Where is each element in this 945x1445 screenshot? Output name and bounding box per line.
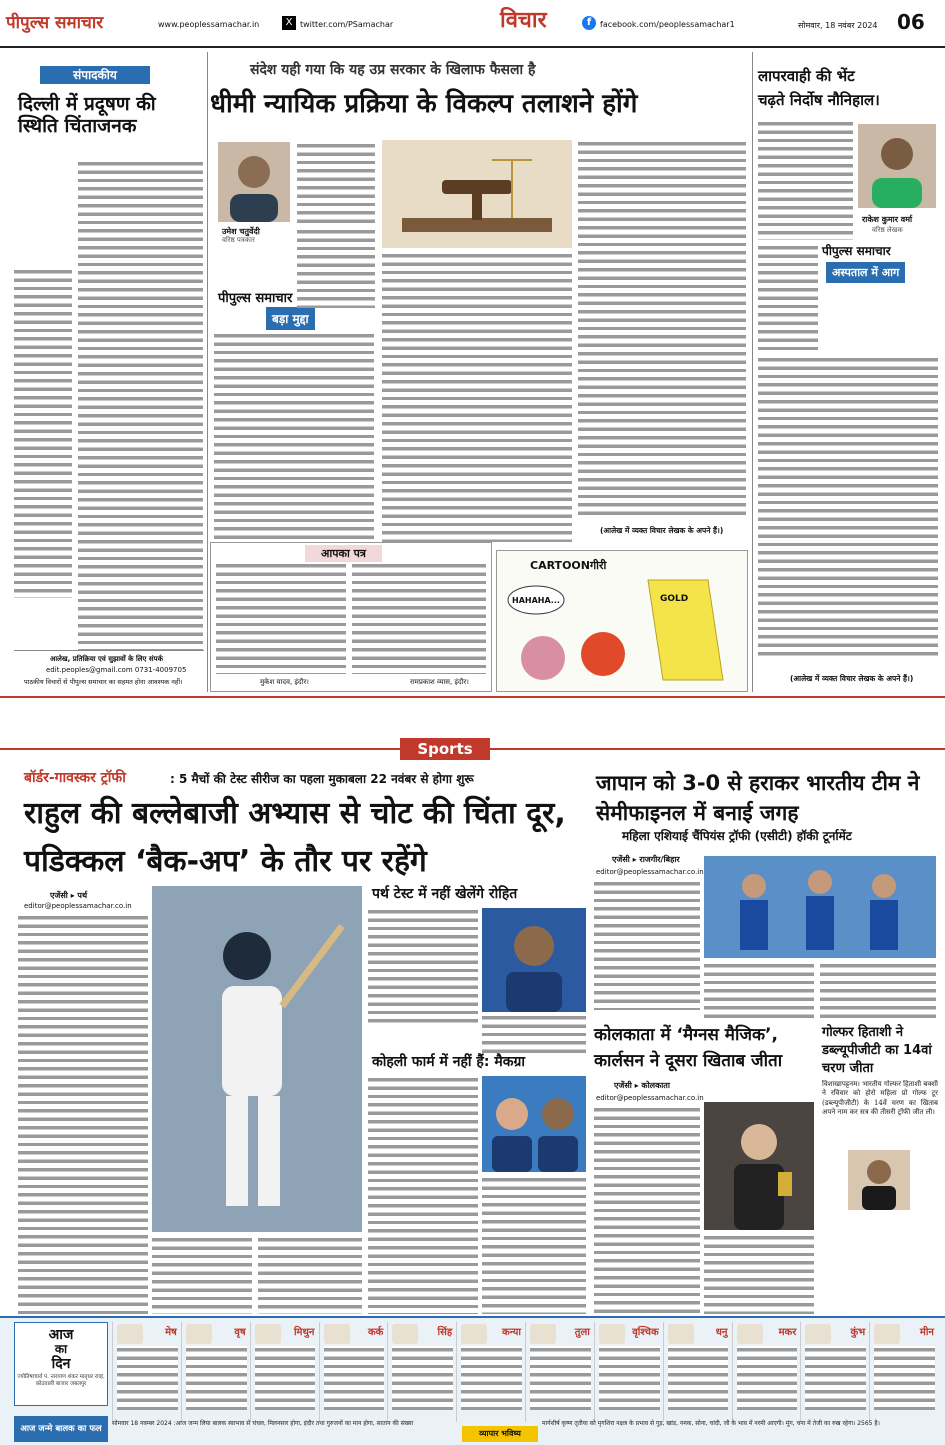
- rashi-cell: [800, 1322, 869, 1422]
- chess-byline: एजेंसी ▸ कोलकाता: [614, 1081, 670, 1090]
- editorial-label: संपादकीय: [40, 66, 150, 84]
- hockey-body-3: [820, 962, 936, 1020]
- side-body-mid: [758, 244, 818, 354]
- page-header: [0, 0, 945, 48]
- rashi-text: [461, 1346, 522, 1410]
- rohit-body-2: [482, 1014, 586, 1054]
- letter-signature-2: रामप्रकाश व्यास, इंदौर।: [410, 678, 469, 686]
- justice-scale-photo: [382, 140, 572, 248]
- rashi-text: [255, 1346, 316, 1410]
- rohit-body: [368, 908, 478, 1023]
- chess-body-2: [704, 1234, 814, 1314]
- main-author: उमेश चतुर्वेदी: [222, 227, 260, 236]
- sports-body-col1: [18, 914, 148, 1314]
- rashi-text: [805, 1346, 866, 1410]
- rashi-name: कर्क: [367, 1327, 384, 1338]
- rashi-name: मेष: [165, 1327, 177, 1338]
- rashi-text: [874, 1346, 935, 1410]
- chess-email: editor@peoplessamachar.co.in: [596, 1094, 704, 1102]
- side-footnote: (आलेख में व्यक्त विचार लेखक के अपने हैं।): [790, 674, 914, 683]
- side-badge-label: अस्पताल में आग: [826, 262, 905, 283]
- side-author-role: वरिष्ठ लेखक: [872, 226, 903, 234]
- twitter-link[interactable]: twitter.com/PSamachar: [300, 20, 394, 29]
- kohli-subhead: कोहली फार्म में नहीं हैं: मैकग्रा: [372, 1054, 525, 1070]
- zodiac-icon: [668, 1324, 694, 1344]
- horoscope-title-box: [14, 1322, 108, 1406]
- rashi-name: वृश्चिक: [632, 1327, 659, 1338]
- rashi-text: [117, 1346, 178, 1410]
- horoscope-title-2: का: [54, 1342, 68, 1356]
- main-author-role: वरिष्ठ पत्रकार: [222, 236, 255, 244]
- batsman-photo: [152, 886, 362, 1232]
- zodiac-icon: [117, 1324, 143, 1344]
- main-headline: धीमी न्यायिक प्रक्रिया के विकल्प तलाशने होंगे: [210, 89, 638, 119]
- side-body-top: [758, 120, 853, 240]
- rashi-name: मकर: [778, 1327, 797, 1338]
- rashi-name: धनु: [715, 1327, 728, 1338]
- brand-logo: पीपुल्स समाचार: [6, 13, 104, 33]
- hockey-email: editor@peoplessamachar.co.in: [596, 868, 704, 876]
- side-author-photo: [858, 124, 936, 208]
- horoscope-title-3: दिन: [51, 1356, 71, 1372]
- rashi-text: [530, 1346, 591, 1410]
- rashi-text: [324, 1346, 385, 1410]
- editorial-body-left: [14, 268, 72, 598]
- rashi-name: कन्या: [501, 1327, 521, 1338]
- zodiac-icon: [874, 1324, 900, 1344]
- rashi-cell: [869, 1322, 938, 1422]
- rashi-name: सिंह: [437, 1327, 453, 1338]
- cartoon-title: CARTOONगीरी: [530, 559, 607, 572]
- market-forecast-label: व्यापार भविष्य: [462, 1426, 538, 1442]
- kohli-body-2: [482, 1176, 586, 1314]
- sports-body-col2: [152, 1236, 252, 1314]
- hockey-subhead: महिला एशियाई चैंपियंस ट्रॉफी (एसीटी) हॉकी टूर्नामेंट: [622, 829, 852, 843]
- zodiac-icon: [461, 1324, 487, 1344]
- rashi-name: मिथुन: [293, 1327, 315, 1338]
- sports-kicker-prefix: बॉर्डर-गावस्कर ट्रॉफी: [24, 770, 126, 786]
- side-author: राकेश कुमार वर्मा: [862, 215, 913, 224]
- sports-body-col3: [258, 1236, 362, 1314]
- facebook-link[interactable]: facebook.com/peoplessamachar1: [600, 20, 735, 29]
- side-badge-brand: पीपुल्स समाचार: [822, 244, 891, 258]
- sports-byline: एजेंसी ▸ पर्थ: [50, 891, 88, 900]
- rashi-text: [737, 1346, 798, 1410]
- cricket-player-icon: [152, 886, 362, 1232]
- rohit-subhead: पर्थ टेस्ट में नहीं खेलेंगे रोहित: [372, 886, 518, 902]
- rashi-cell: [387, 1322, 456, 1422]
- horoscope-astrologer: ज्योतिषाचार्य प. नारायण शंकर मातृधर राव्ह, कोठवाली बाजार जबलपुर: [17, 1374, 105, 1387]
- rashi-cell: [663, 1322, 732, 1422]
- sports-kicker: : 5 मैचों की टेस्ट सीरीज का पहला मुकाबला 22 नवंबर से होगा शुरू: [170, 772, 474, 786]
- gavel-icon: [382, 140, 572, 248]
- golfer-icon: [848, 1150, 910, 1210]
- cartoon-illustration: [498, 570, 746, 690]
- hockey-team-photo: [704, 856, 936, 958]
- zodiac-icon: [737, 1324, 763, 1344]
- chess-headline: कोलकाता में ‘मैग्नस मैजिक’, कार्लसन ने दूसरा खिताब जीता: [594, 1025, 783, 1071]
- zodiac-icon: [392, 1324, 418, 1344]
- main-body-col2: [382, 252, 572, 542]
- letter-signature-1: मुकेश यादव, इंदौर।: [260, 678, 309, 686]
- hockey-headline: जापान को 3-0 से हराकर भारतीय टीम ने सेमीफाइनल में बनाई जगह: [596, 771, 920, 825]
- sports-rule: [0, 696, 945, 698]
- editorial-headline: दिल्ली में प्रदूषण की स्थिति चिंताजनक: [18, 93, 156, 137]
- kohli-mcgrath-photo: [482, 1076, 586, 1172]
- rashi-cell: [525, 1322, 594, 1422]
- chess-body: [594, 1106, 700, 1314]
- rashi-name: तुला: [574, 1327, 590, 1338]
- side-headline-1: लापरवाही की भेंट: [758, 67, 855, 85]
- section-title: विचार: [500, 8, 547, 33]
- rashi-text: [186, 1346, 247, 1410]
- main-footnote: (आलेख में व्यक्त विचार लेखक के अपने हैं।): [600, 526, 724, 535]
- golf-headline: गोल्फर हिताशी ने डब्ल्यूपीजीटी का 14वां चरण जीता: [822, 1025, 932, 1076]
- hockey-byline: एजेंसी ▸ राजगीर/बिहार: [612, 855, 680, 864]
- side-author-icon: [858, 124, 936, 208]
- page-number: 06: [897, 10, 925, 34]
- rashi-cell: [112, 1322, 181, 1422]
- trophy-icon: [704, 1102, 814, 1230]
- zodiac-icon: [530, 1324, 556, 1344]
- hockey-body: [594, 880, 700, 1010]
- birth-fortune-text: सोमवार 18 नवम्बर 2024 :आज जन्म लिया बालक स्वाभाव से चंचल, मिलनसार होगा, इंदौर तथा गुरुजनों का मान होगा, सातान की संख्या: [112, 1420, 414, 1427]
- rashi-text: [599, 1346, 660, 1410]
- hockey-body-2: [704, 962, 814, 1020]
- cartoon-gold-label: GOLD: [660, 594, 689, 604]
- players-icon: [482, 1076, 586, 1172]
- rashi-cell: [456, 1322, 525, 1422]
- main-badge-brand: पीपुल्स समाचार: [218, 291, 293, 306]
- main-body-mid: [297, 228, 375, 308]
- main-kicker: संदेश यही गया कि यह उप्र सरकार के खिलाफ फैसला है: [250, 62, 536, 78]
- market-forecast-text: मार्गशीर्ष कृष्ण तृतीया को मृगशिरा नक्षत्र के प्रभाव से गुड़, खांड, नमक, सोना, चांदी, जौ के भाव में नरमी आएगी। मूंग, चना में तेजी का रुख रहेगा। 2565 है।: [542, 1420, 880, 1427]
- letter-2: [352, 562, 486, 674]
- zodiac-icon: [324, 1324, 350, 1344]
- rashi-name: कुंभ: [850, 1327, 866, 1338]
- letters-title: आपका पत्र: [305, 545, 382, 562]
- editorial-contact: edit.peoples@gmail.com 0731-4009705: [46, 666, 187, 674]
- horoscope-title-1: आज: [48, 1327, 74, 1343]
- sports-email: editor@peoplessamachar.co.in: [24, 902, 132, 910]
- main-body-top: [297, 142, 375, 226]
- kohli-body: [368, 1076, 478, 1314]
- page-date: सोमवार, 18 नवंबर 2024: [798, 21, 878, 30]
- author-icon: [218, 142, 290, 222]
- zodiac-icon: [599, 1324, 625, 1344]
- editorial-footer-title: आलेख, प्रतिक्रिया एवं सुझावों के लिए संपर्क: [50, 655, 163, 663]
- rashi-cell: [250, 1322, 319, 1422]
- sports-label: Sports: [400, 738, 490, 760]
- x-icon: X: [282, 16, 296, 30]
- website-link[interactable]: www.peoplessamachar.in: [158, 20, 260, 29]
- zodiac-icon: [186, 1324, 212, 1344]
- rashi-name: वृष: [234, 1327, 246, 1338]
- letter-1: [216, 562, 346, 674]
- zodiac-icon: [255, 1324, 281, 1344]
- main-body-col1: [214, 332, 374, 544]
- sports-headline: राहुल की बल्लेबाजी अभ्यास से चोट की चिंता दूर, पडिक्कल ‘बैक-अप’ के तौर पर रहेंगे: [24, 796, 566, 879]
- author-photo: [218, 142, 290, 222]
- main-body-col3: [578, 140, 746, 520]
- cartoon-speech: HAHAHA...: [512, 596, 560, 605]
- rohit-photo: [482, 908, 586, 1012]
- golf-body: विशाखापट्टनम। भारतीय गोल्फर हिताशी बक्शी ने रविवार को होरो महिला प्रो गोल्फ टूर (डब्ल्यूपीजीटी) के 14वें चरण का खिताब अपने नाम कर सत्र की तीसरी ट्रॉफी जीत ली।: [822, 1080, 938, 1117]
- carlsen-photo: [704, 1102, 814, 1230]
- rashi-text: [668, 1346, 729, 1410]
- main-badge-label: बड़ा मुद्दा: [266, 307, 315, 330]
- hockey-players-icon: [704, 856, 936, 958]
- rashi-cell: [732, 1322, 801, 1422]
- editorial-note: पाठकीय विचारों से पीपुल्स समाचार का सहमत होना आवश्यक नहीं।: [24, 678, 183, 686]
- rashi-name: मीन: [919, 1327, 934, 1338]
- rashi-cell: [181, 1322, 250, 1422]
- zodiac-icon: [805, 1324, 831, 1344]
- editorial-body: [78, 160, 203, 650]
- golfer-photo: [848, 1150, 910, 1210]
- birth-fortune-label: आज जन्मे बालक का फल: [14, 1416, 108, 1442]
- side-headline-2: चढ़ते निर्दोष नौनिहाल।: [758, 91, 880, 109]
- side-body-main: [758, 356, 938, 656]
- facebook-icon: f: [582, 16, 596, 30]
- rashi-cell: [594, 1322, 663, 1422]
- rashi-cell: [319, 1322, 388, 1422]
- player-icon: [482, 908, 586, 1012]
- rashi-text: [392, 1346, 453, 1410]
